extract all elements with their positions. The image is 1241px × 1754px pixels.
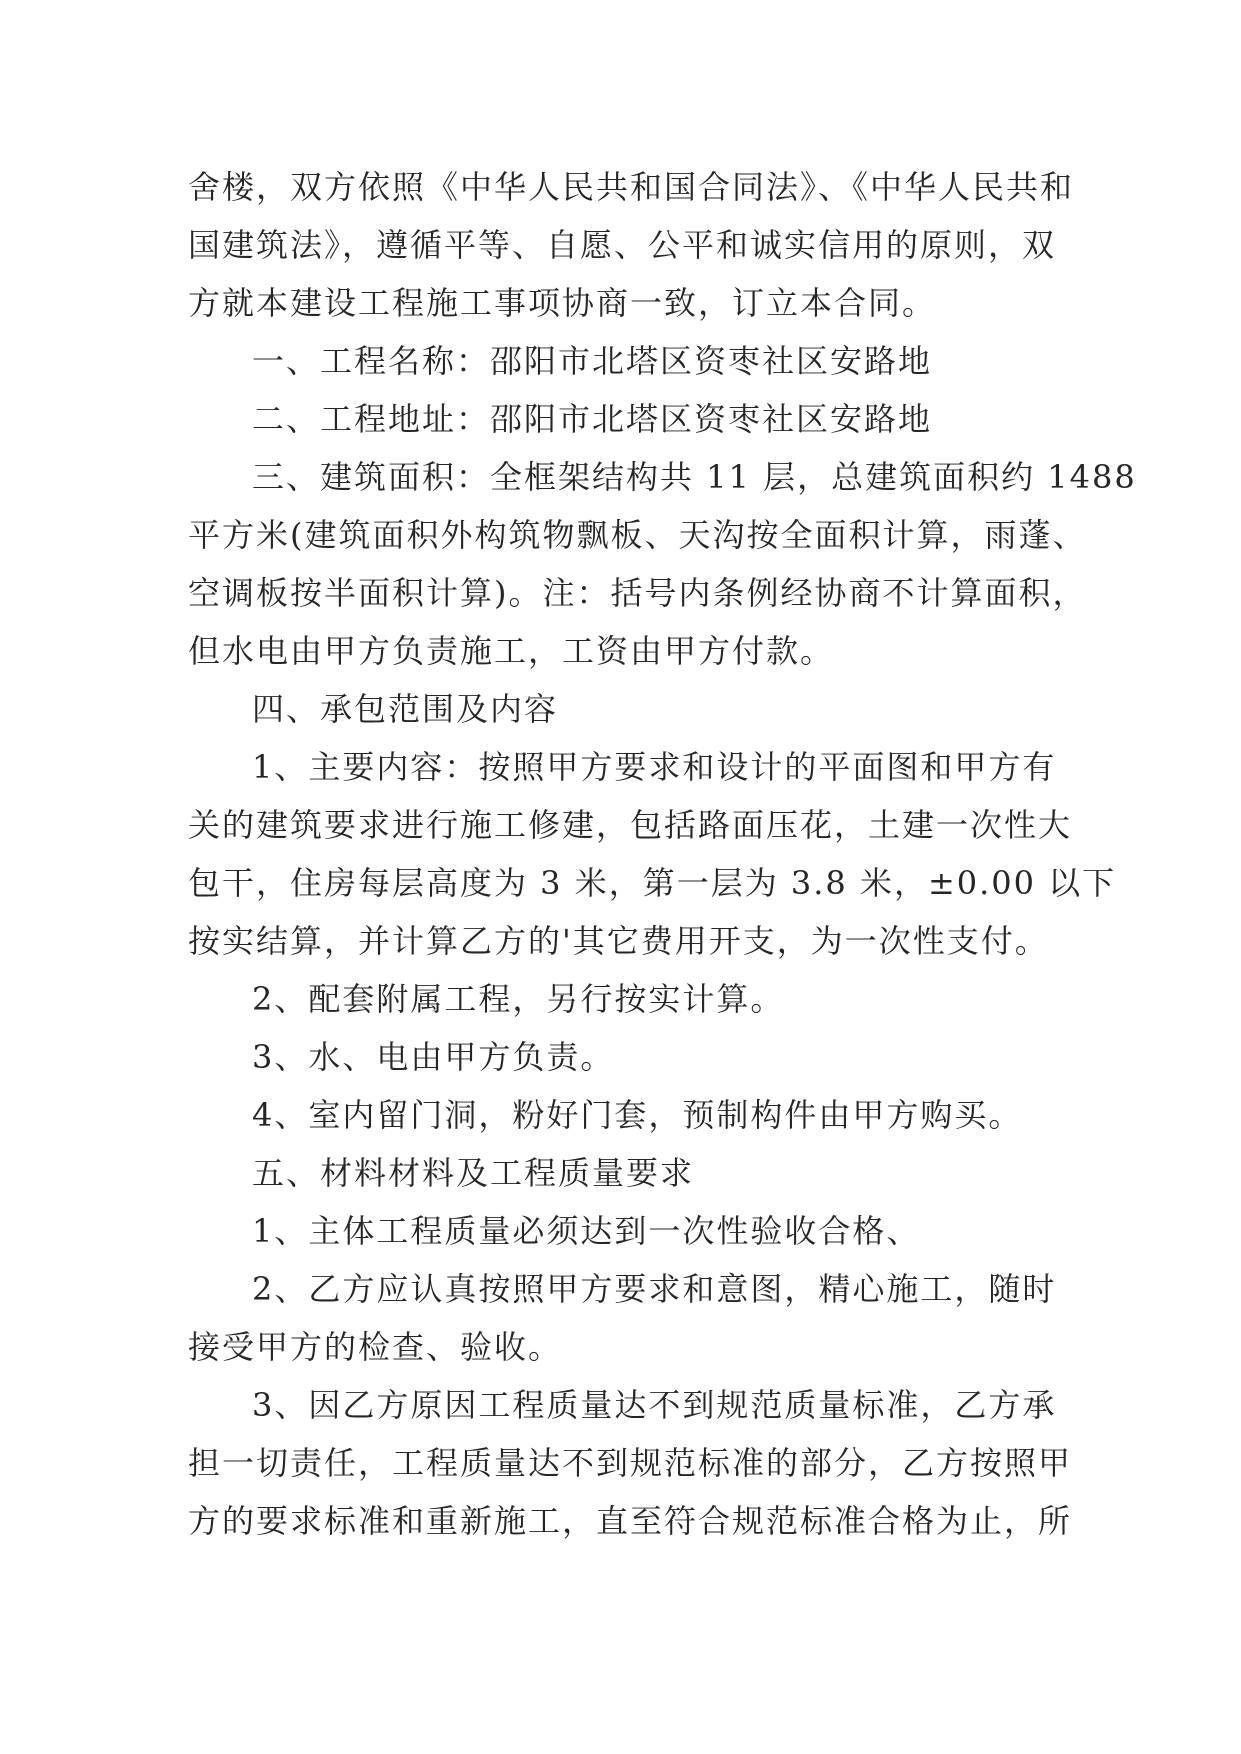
text-line-17: 4、室内留门洞，粉好门套，预制构件由甲方购买。 [252,1096,1023,1134]
text-line-15: 2、配套附属工程，另行按实计算。 [252,980,785,1018]
text-line-14: 按实结算，并计算乙方的'其它费用开支，为一次性支付。 [188,922,1049,960]
text-line-9: 但水电由甲方负责施工，工资由甲方付款。 [188,632,835,670]
section-heading-scope: 四、承包范围及内容 [252,690,559,728]
text-line-19: 1、主体工程质量必须达到一次性验收合格、 [252,1212,921,1250]
text-line-7: 平方米(建筑面积外构筑物飘板、天沟按全面积计算，雨蓬、 [188,516,1087,554]
text-line-22: 3、因乙方原因工程质量达不到规范质量标准，乙方承 [252,1386,1057,1424]
text-line-13: 包干，住房每层高度为 3 米，第一层为 3.8 米，±0.00 以下 [188,864,1117,902]
text-line-16: 3、水、电由甲方负责。 [252,1038,615,1076]
project-name-line: 一、工程名称：邵阳市北塔区资枣社区安路地 [252,342,933,380]
text-line-12: 关的建筑要求进行施工修建，包括路面压花，土建一次性大 [188,806,1073,844]
text-line-1: 舍楼，双方依照《中华人民共和国合同法》、《中华人民共和 [188,168,1075,206]
text-line-20: 2、乙方应认真按照甲方要求和意图，精心施工，随时 [252,1270,1057,1308]
project-address-line: 二、工程地址：邵阳市北塔区资枣社区安路地 [252,400,933,438]
text-line-11: 1、主要内容：按照甲方要求和设计的平面图和甲方有 [252,748,1057,786]
contract-body-text [188,158,1137,1550]
text-line-8: 空调板按半面积计算)。注：括号内条例经协商不计算面积， [188,574,1087,612]
building-area-line: 三、建筑面积：全框架结构共 11 层，总建筑面积约 1488 [252,458,1137,496]
text-line-24: 方的要求标准和重新施工，直至符合规范标准合格为止，所 [188,1502,1073,1540]
text-line-3: 方就本建设工程施工事项协商一致，订立本合同。 [188,284,937,322]
text-line-21: 接受甲方的检查、验收。 [188,1328,563,1366]
section-heading-quality: 五、材料材料及工程质量要求 [252,1154,695,1192]
text-line-23: 担一切责任，工程质量达不到规范标准的部分，乙方按照甲 [188,1444,1073,1482]
text-line-2: 国建筑法》，遵循平等、自愿、公平和诚实信用的原则，双 [188,226,1057,264]
